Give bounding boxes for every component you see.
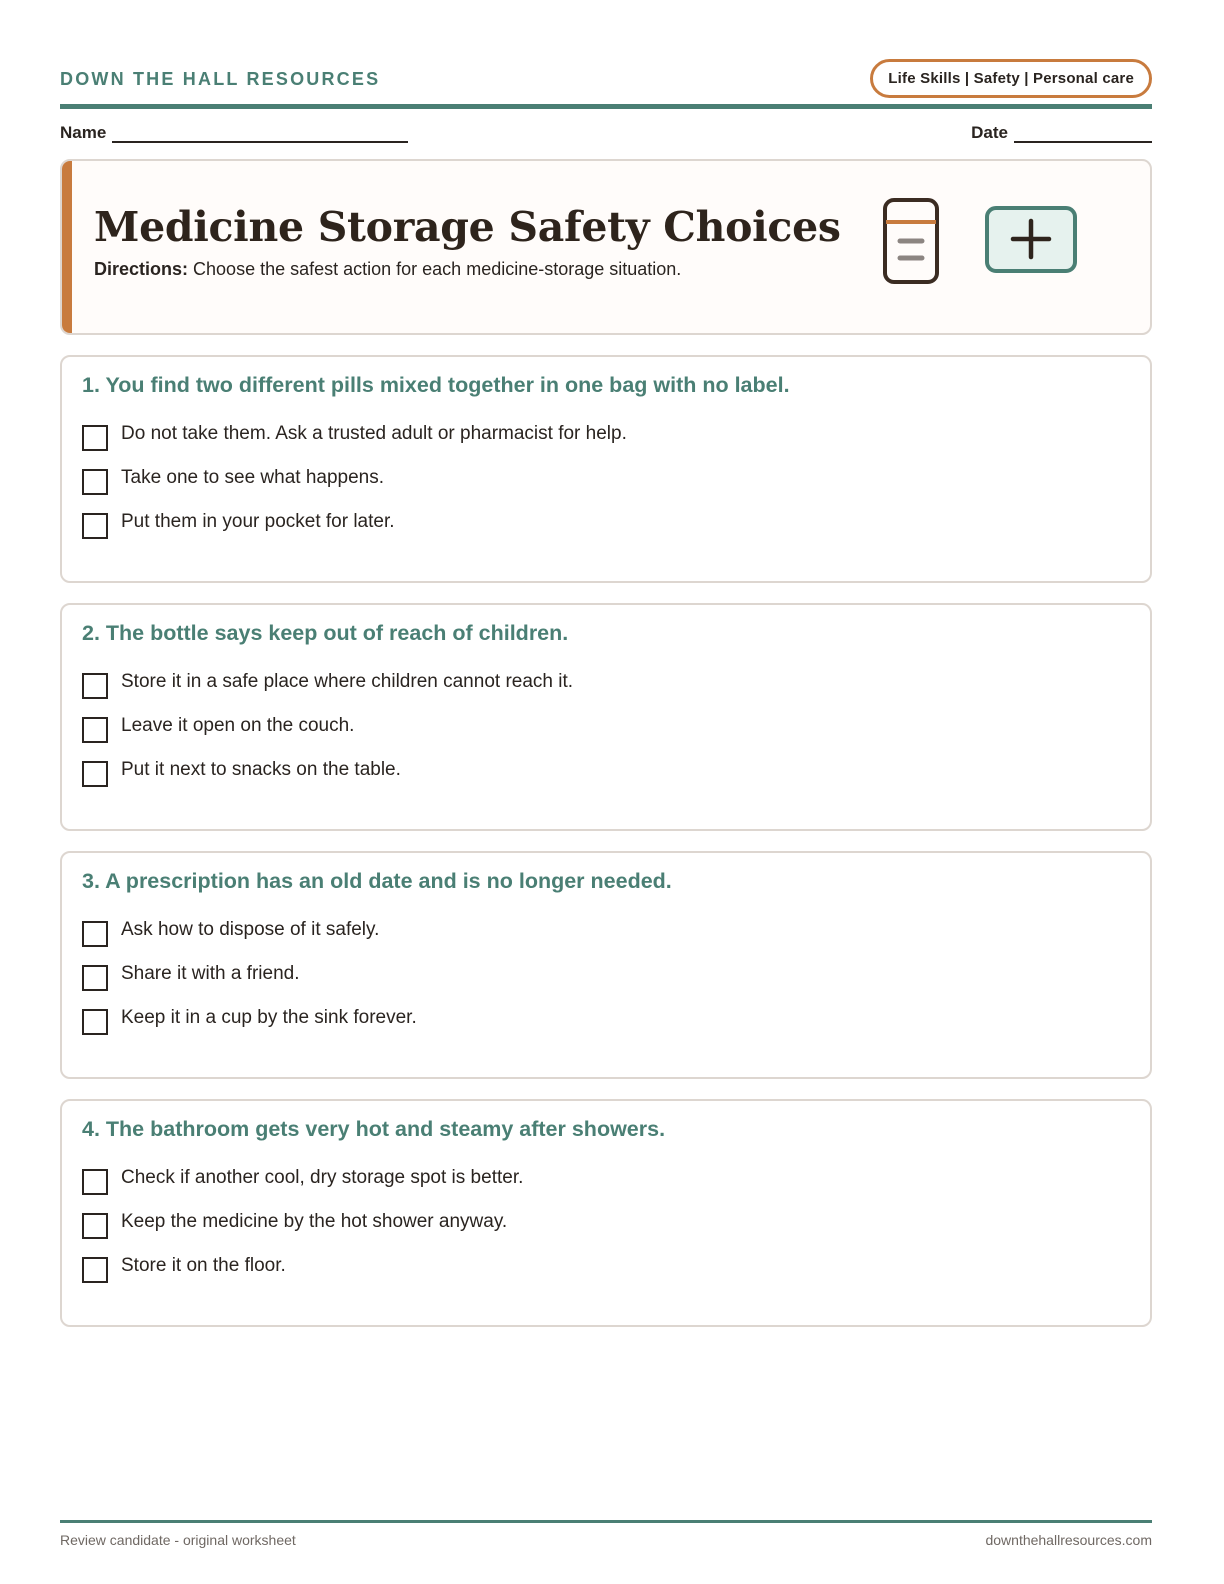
option-text: Store it on the floor. bbox=[121, 1255, 286, 1276]
answer-option[interactable] bbox=[82, 744, 1130, 796]
date-input-line[interactable] bbox=[1014, 125, 1152, 143]
header-rule bbox=[60, 104, 1152, 109]
option-text: Keep the medicine by the hot shower anyway. bbox=[121, 1211, 508, 1232]
option-text: Check if another cool, dry storage spot is better. bbox=[121, 1167, 524, 1188]
checkbox[interactable] bbox=[82, 761, 108, 787]
directions bbox=[94, 259, 681, 280]
option-text: Share it with a friend. bbox=[121, 963, 300, 984]
name-date-row bbox=[60, 123, 1152, 143]
checkbox[interactable] bbox=[82, 425, 108, 451]
top-bar bbox=[60, 0, 1152, 104]
name-field bbox=[60, 123, 408, 143]
checkbox[interactable] bbox=[82, 921, 108, 947]
checkbox[interactable] bbox=[82, 965, 108, 991]
title-panel bbox=[60, 159, 1152, 335]
directions-text: Choose the safest action for each medicine-storage situation. bbox=[188, 259, 682, 279]
checkbox[interactable] bbox=[82, 513, 108, 539]
subject-tags: Life Skills | Safety | Personal care bbox=[870, 59, 1152, 98]
option-text: Ask how to dispose of it safely. bbox=[121, 919, 380, 940]
date-field bbox=[971, 123, 1152, 143]
option-text: Keep it in a cup by the sink forever. bbox=[121, 1007, 417, 1028]
option-text: Put them in your pocket for later. bbox=[121, 511, 395, 532]
checkbox[interactable] bbox=[82, 1257, 108, 1283]
checkbox[interactable] bbox=[82, 673, 108, 699]
medical-plus-icon bbox=[984, 205, 1078, 275]
title-accent-bar bbox=[62, 161, 72, 333]
question-card-3 bbox=[60, 851, 1152, 1079]
question-prompt: 4. The bathroom gets very hot and steamy after showers. bbox=[82, 1117, 666, 1141]
question-card-4 bbox=[60, 1099, 1152, 1327]
name-label: Name bbox=[60, 123, 107, 142]
answer-option[interactable] bbox=[82, 1240, 1130, 1292]
question-prompt: 3. A prescription has an old date and is no longer needed. bbox=[82, 869, 672, 893]
checkbox[interactable] bbox=[82, 1009, 108, 1035]
question-prompt: 2. The bottle says keep out of reach of children. bbox=[82, 621, 569, 645]
checkbox[interactable] bbox=[82, 1169, 108, 1195]
answer-option[interactable] bbox=[82, 992, 1130, 1044]
option-text: Store it in a safe place where children cannot reach it. bbox=[121, 671, 574, 692]
footer-website[interactable]: downthehallresources.com bbox=[985, 1532, 1152, 1548]
checkbox[interactable] bbox=[82, 469, 108, 495]
question-card-2 bbox=[60, 603, 1152, 831]
question-list bbox=[60, 355, 1152, 1327]
footer-rule bbox=[60, 1520, 1152, 1523]
footer-note: Review candidate - original worksheet bbox=[60, 1532, 296, 1548]
date-label: Date bbox=[971, 123, 1008, 142]
option-text: Leave it open on the couch. bbox=[121, 715, 355, 736]
footer-row bbox=[60, 1532, 1152, 1548]
answer-option[interactable] bbox=[82, 496, 1130, 548]
directions-label: Directions: bbox=[94, 259, 189, 279]
medicine-bottle-icon bbox=[882, 197, 942, 287]
option-text: Take one to see what happens. bbox=[121, 467, 385, 488]
option-text: Do not take them. Ask a trusted adult or pharmacist for help. bbox=[121, 423, 627, 444]
page-title: Medicine Storage Safety Choices bbox=[94, 203, 841, 251]
name-input-line[interactable] bbox=[112, 125, 408, 143]
question-card-1 bbox=[60, 355, 1152, 583]
checkbox[interactable] bbox=[82, 717, 108, 743]
option-text: Put it next to snacks on the table. bbox=[121, 759, 401, 780]
footer bbox=[60, 1520, 1152, 1548]
question-prompt: 1. You find two different pills mixed together in one bag with no label. bbox=[82, 373, 790, 397]
brand-name: DOWN THE HALL RESOURCES bbox=[60, 68, 381, 89]
checkbox[interactable] bbox=[82, 1213, 108, 1239]
